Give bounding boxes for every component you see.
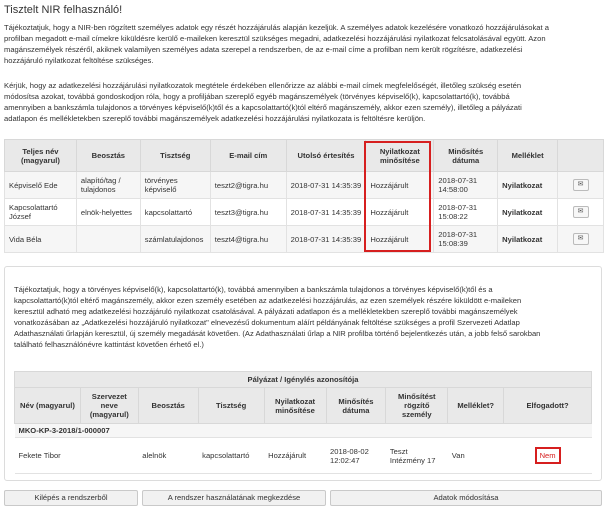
intro-line: magánszemélyek részéről, akiknek valamilyen személyes adata szerepel a rendszerben, de az e-mail címe a profilban nem került rögzítésre, adatkezelési (4, 45, 523, 54)
table-row (5, 172, 604, 199)
col-header-attachment[interactable]: Melléklet? (448, 388, 504, 424)
cell-name: Képviselő Ede (5, 172, 77, 199)
col-header-name[interactable]: Teljes név (magyarul) (5, 140, 77, 172)
col-header-accepted[interactable]: Elfogadott? (504, 388, 592, 424)
cell-status: Hozzájárult (264, 438, 326, 474)
col-header-name[interactable]: Név (magyarul) (15, 388, 81, 424)
persons-table (4, 139, 604, 253)
panel-line: kapcsolattartó(k)tól eltérő magánszemély, akkor ezen személy esetében az adatkezelési hozzájárulás, az ezen személyek részére kiküldött e-maileken (14, 296, 522, 305)
col-header-position[interactable]: Beosztás (76, 140, 140, 172)
request-line: adatlapon és mellékletekben szereplő további magánszemélyek adatkezelési hozzájárulási nyilatkozata is feltöltésre kerüljön. (4, 114, 426, 123)
cell-rating-date: 2018-07-31 14:58:00 (434, 172, 498, 199)
cell-name: Vida Béla (5, 226, 77, 253)
application-id: MKO-KP-3-2018/1-000007 (15, 424, 592, 438)
attachment-link[interactable]: Nyilatkozat (498, 199, 558, 226)
intro-line: profilban megadott e-mail címekre kiküldésre kerülő e-maileken keresztül szükséges megadni, adatkezelési hozzájárulási nyilatkozat felcsatolásával együtt. Azon (4, 34, 546, 43)
panel-line: található felhasználónévre kattintást követően érhető el.) (14, 340, 204, 349)
col-header-email[interactable]: E-mail cím (210, 140, 286, 172)
table-row (15, 438, 592, 474)
application-id-caption: Pályázat / Igénylés azonosítója (15, 372, 592, 388)
cell-title: törvényes képviselő (140, 172, 210, 199)
cell-email: teszt2@tigra.hu (210, 172, 286, 199)
col-header-status[interactable]: Nyilatkozat minősítése (264, 388, 326, 424)
col-header-title[interactable]: Tisztség (198, 388, 264, 424)
cell-title: kapcsolattartó (198, 438, 264, 474)
logout-button[interactable]: Kilépés a rendszerből (4, 490, 138, 506)
edit-data-button[interactable]: Adatok módosítása (330, 490, 602, 506)
cell-last-notice: 2018-07-31 14:35:39 (286, 172, 366, 199)
col-header-position[interactable]: Beosztás (138, 388, 198, 424)
cell-position: alapító/tag / tulajdonos (76, 172, 140, 199)
application-table (14, 371, 592, 474)
cell-status: Hozzájárult (366, 172, 434, 199)
table-row (5, 226, 604, 253)
cell-title: kapcsolattartó (140, 199, 210, 226)
cell-position (76, 226, 140, 253)
cell-name: Fekete Tibor (15, 438, 81, 474)
cell-position: alelnök (138, 438, 198, 474)
cell-email: teszt4@tigra.hu (210, 226, 286, 253)
col-header-title[interactable]: Tisztség (140, 140, 210, 172)
attachment-link[interactable]: Nyilatkozat (498, 172, 558, 199)
email-resend-button[interactable]: ✉ (573, 233, 589, 245)
cell-position: elnök-helyettes (76, 199, 140, 226)
cell-title: számlatulajdonos (140, 226, 210, 253)
cell-last-notice: 2018-07-31 14:35:39 (286, 199, 366, 226)
request-line: amennyiben a bankszámla tulajdonos a törvényes képviselő(k)től és a kapcsolattartó(k)tól eltérő magánszemély, akkor ezen személy), illetőleg a pályázati (4, 103, 522, 112)
cell-name: Kapcsolattartó József (5, 199, 77, 226)
col-header-actions (558, 140, 604, 172)
cell-org (80, 438, 138, 474)
request-line: módosítsa azokat, továbbá gondoskodjon róla, hogy a profiljában szereplő egyéb magánszemélyek (törvényes képviselő(k), kapcsolattartó(k), továbbá (4, 92, 510, 101)
cell-rating-date: 2018-07-31 15:08:22 (434, 199, 498, 226)
panel-line: Tájékoztatjuk, hogy a törvényes képviselő(k), kapcsolattartó(k), továbbá amennyiben a bankszámla tulajdonos a törvényes képviselő(k)től és a (14, 285, 493, 294)
page-greeting: Tisztelt NIR felhasználó! (4, 4, 123, 16)
col-header-org[interactable]: Szervezet neve (magyarul) (80, 388, 138, 424)
table-row (5, 199, 604, 226)
accepted-status-badge: Nem (535, 447, 561, 464)
col-header-last-notice[interactable]: Utolsó értesítés (286, 140, 366, 172)
bottom-action-bar (4, 490, 602, 506)
intro-line: Tájékoztatjuk, hogy a NIR-ben rögzített személyes adatok egy részét hozzájárulás alapján kezeljük. A személyes adatok kezelésére vonatkozó hozzájárulásokat a (4, 23, 549, 32)
request-line: Kérjük, hogy az adatkezelési hozzájárulási nyilatkozatok megtétele érdekében ellenőrizze az alábbi e-mail címek megfelelőségét, illetőleg szükség esetén (4, 81, 522, 90)
col-header-attachment[interactable]: Melléklet (498, 140, 558, 172)
request-paragraph (4, 80, 602, 124)
group-row (15, 424, 592, 438)
panel-line: Adathasználati űrlapján keresztül, új személy megadását követően. (Az Adathasználati űrlap a NIR profilba történő bejelentkezés után, a jobb felső sarokban (14, 329, 541, 338)
email-resend-button[interactable]: ✉ (573, 206, 589, 218)
cell-last-notice: 2018-07-31 14:35:39 (286, 226, 366, 253)
cell-status: Hozzájárult (366, 226, 434, 253)
attachment-link[interactable]: Nyilatkozat (498, 226, 558, 253)
cell-status: Hozzájárult (366, 199, 434, 226)
panel-line: keresztül adható meg adatkezelési hozzájáruló nyilatkozat csatolásával. A pályázati adatlapon és a mellékletekben szereplő további magánszemélyek (14, 307, 518, 316)
intro-line: hozzájáruló nyilatkozat feltöltése szükséges. (4, 56, 154, 65)
col-header-status[interactable]: Nyilatkozat minősítése (366, 140, 434, 172)
panel-paragraph (14, 284, 594, 350)
start-using-system-button[interactable]: A rendszer használatának megkezdése (142, 490, 326, 506)
col-header-rating-date[interactable]: Minősítés dátuma (434, 140, 498, 172)
cell-recorder: Teszt Intézmény 17 (386, 438, 448, 474)
panel-line: vonatkozásában az „Adatkezelési hozzájáruló nyilatkozat" elnevezésű dokumentum aláírt példányának feltöltése szükséges a profil Szervezeti Adatlap (14, 318, 520, 327)
col-header-date[interactable]: Minősítés dátuma (326, 388, 386, 424)
email-resend-button[interactable]: ✉ (573, 179, 589, 191)
cell-attachment: Van (448, 438, 504, 474)
col-header-recorder[interactable]: Minősítést rögzítő személy (386, 388, 448, 424)
intro-paragraph (4, 22, 602, 66)
cell-date: 2018-08-02 12:02:47 (326, 438, 386, 474)
cell-rating-date: 2018-07-31 15:08:39 (434, 226, 498, 253)
cell-email: teszt3@tigra.hu (210, 199, 286, 226)
